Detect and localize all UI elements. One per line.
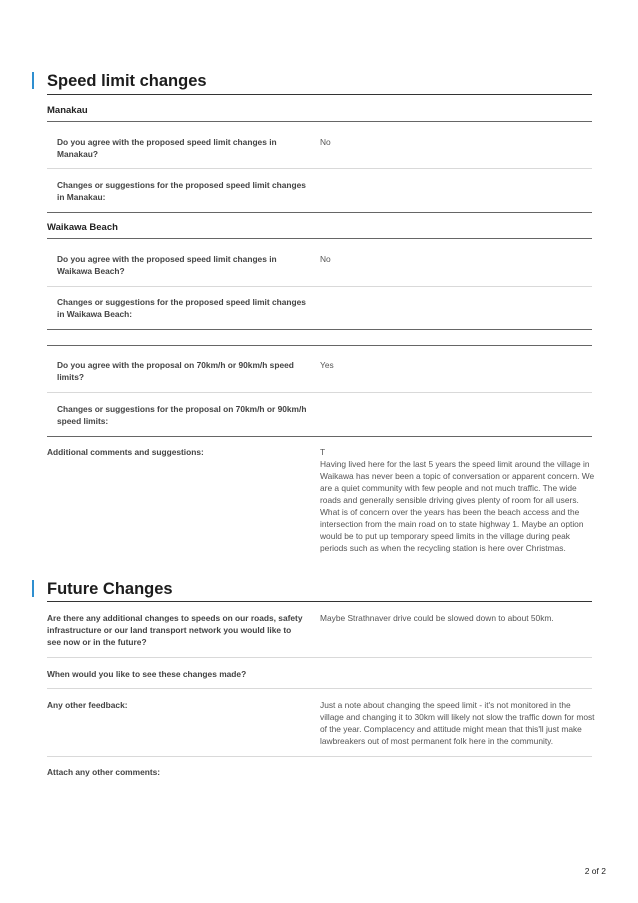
general-agree-answer: Yes [320, 360, 334, 370]
row-divider [47, 756, 592, 757]
heading-accent-bar [32, 580, 34, 597]
row-divider [47, 212, 592, 213]
additional-comments-body: Having lived here for the last 5 years the speed limit around the village in Waikawa has never been a topic of conversation or apparent concern. We are a quiet community with few people and not much traffic. The wide roads and generally sensible driving gives plenty of room for all users. What is of concern over the years has been the beach access and the intersection from the main road on to state highway 1. Maybe an option would be to put up temporary speed limits in the village during peak periods such as when the recycling station is here over Christmas. [320, 459, 595, 553]
row-divider [47, 392, 592, 393]
future-changes-question: Are there any additional changes to speeds on our roads, safety infrastructure or our land transport network you would like to see now or in the future? [47, 613, 303, 647]
row-divider [47, 436, 592, 437]
row-divider [47, 329, 592, 330]
manakau-group-title: Manakau [47, 105, 88, 116]
speed-section-title: Speed limit changes [47, 72, 207, 90]
future-section-title: Future Changes [47, 580, 173, 598]
future-changes-answer: Maybe Strathnaver drive could be slowed down to about 50km. [320, 613, 554, 623]
additional-comments-question: Additional comments and suggestions: [47, 447, 204, 457]
other-feedback-answer: Just a note about changing the speed limit - it's not monitored in the village and changing it to 30km will likely not slow the traffic down for most of the year. Complacency and attitude might mean that this'll just make lawbreakers out of most permanent folk here in the community. [320, 700, 595, 746]
attach-comments-question: Attach any other comments: [47, 767, 161, 777]
manakau-agree-answer: No [320, 137, 331, 147]
waikawa-agree-answer: No [320, 254, 331, 264]
general-agree-question: Do you agree with the proposal on 70km/h or 90km/h speed limits? [57, 360, 294, 382]
waikawa-group-rule [47, 238, 592, 239]
manakau-group-rule [47, 121, 592, 122]
speed-section-rule [47, 94, 592, 95]
row-divider [47, 168, 592, 169]
timing-question: When would you like to see these changes made? [47, 669, 247, 679]
row-divider [47, 286, 592, 287]
row-divider [47, 657, 592, 658]
future-section-rule [47, 601, 592, 602]
other-feedback-question: Any other feedback: [47, 700, 128, 710]
row-divider [47, 688, 592, 689]
page-number: 2 of 2 [584, 866, 606, 876]
general-suggestions-question: Changes or suggestions for the proposal on 70km/h or 90km/h speed limits: [57, 404, 307, 426]
future-section-heading [47, 579, 592, 599]
manakau-agree-question: Do you agree with the proposed speed limit changes in Manakau? [57, 137, 277, 159]
additional-comments-line1: T [320, 447, 326, 457]
waikawa-suggestions-question: Changes or suggestions for the proposed speed limit changes in Waikawa Beach: [57, 297, 306, 319]
additional-comments-answer [320, 446, 595, 554]
speed-section-heading [47, 71, 592, 91]
heading-accent-bar [32, 72, 34, 89]
general-group-rule [47, 345, 592, 346]
manakau-suggestions-question: Changes or suggestions for the proposed speed limit changes in Manakau: [57, 180, 306, 202]
waikawa-agree-question: Do you agree with the proposed speed limit changes in Waikawa Beach? [57, 254, 277, 276]
waikawa-group-title: Waikawa Beach [47, 222, 118, 233]
